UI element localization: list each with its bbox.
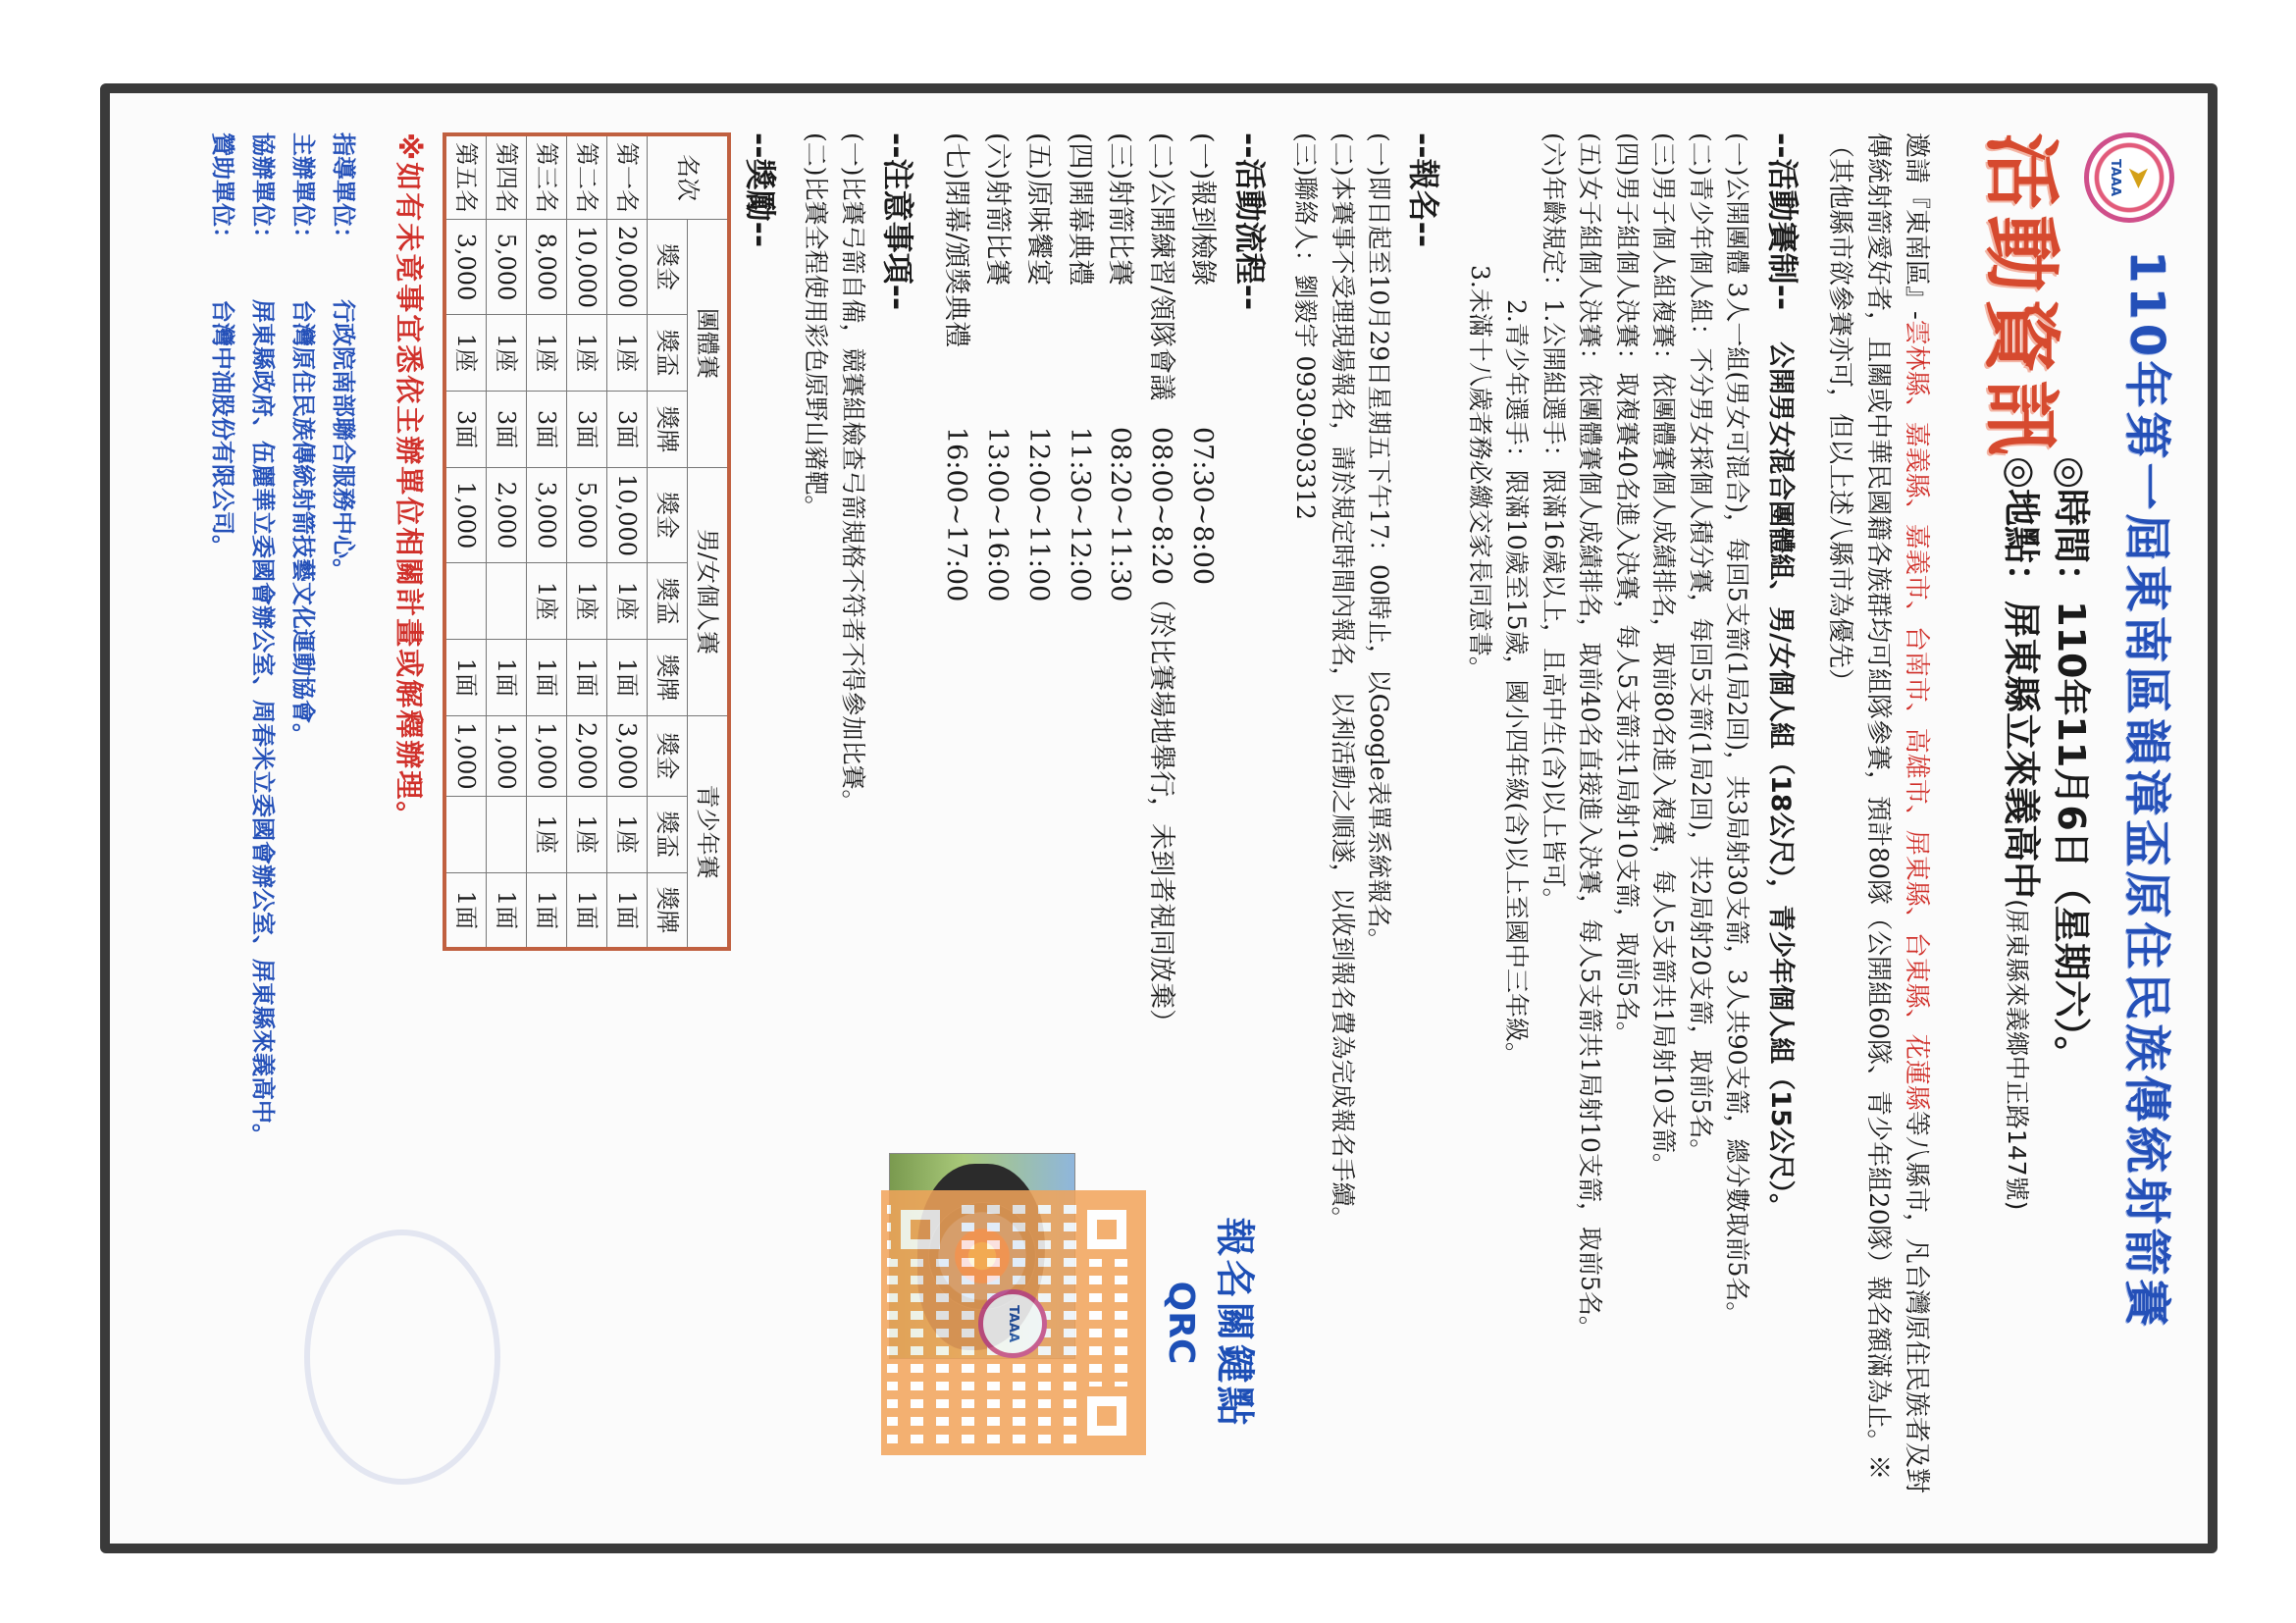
table-cell	[444, 562, 487, 639]
flow-time: 13:00~16:00	[981, 427, 1013, 602]
table-cell: 8,000	[526, 220, 566, 315]
table-group-header: 男/女個人賽	[688, 467, 730, 715]
table-cell: 3面	[607, 391, 648, 467]
table-header: 名次	[648, 134, 730, 220]
table-cell: 1面	[526, 639, 566, 715]
signup-item: (二)本賽事不受理現場報名，請於規定時間內報名，以利活動之順遂，以收到報名費為完成報名手續。	[1328, 132, 1357, 1231]
table-cell: 3,000	[444, 220, 487, 315]
notice: ※如有未竟事宜悉依主辦單位相關計畫或解釋辦理。	[391, 132, 426, 832]
table-cell	[486, 796, 526, 872]
qr-logo: TAAA	[978, 1289, 1047, 1358]
signup-contact: (三)聯絡人：劉毅宇 0930-903312	[1291, 132, 1321, 520]
invite-counties: 雲林縣、嘉義縣、嘉義市、台南市、高雄市、屏東縣、台東縣、花蓮縣	[1902, 319, 1931, 1111]
rules-heading	[1760, 132, 1805, 1504]
table-cell: 1面	[607, 639, 648, 715]
flow-label: (六)射箭比賽	[981, 132, 1013, 287]
flyer-page	[110, 93, 2208, 1544]
awards-table	[443, 132, 732, 951]
table-cell: 1,000	[526, 715, 566, 796]
table-header: 獎盃	[648, 796, 688, 872]
table-cell: 3面	[526, 391, 566, 467]
table-cell: 1面	[486, 872, 526, 949]
flow-time: 08:00~8:20（於比賽場地舉行，未到者視同放棄）	[1146, 427, 1177, 1036]
flow-list	[935, 132, 1223, 1114]
table-cell: 1座	[607, 796, 648, 872]
note-item: (二)比賽全程使用彩色原野山豬靶。	[802, 132, 831, 520]
table-header: 獎牌	[648, 391, 688, 467]
qr-code[interactable]	[881, 1190, 1146, 1455]
table-cell: 1,000	[486, 715, 526, 796]
flow-time: 07:30~8:00	[1187, 427, 1219, 586]
table-cell: 1面	[526, 872, 566, 949]
table-header: 獎金	[648, 220, 688, 315]
watermark-stamp	[304, 1230, 500, 1485]
flow-row	[1140, 132, 1181, 1114]
table-header: 獎金	[648, 467, 688, 562]
sponsor-value: 屏東縣政府、伍麗華立委國會辦公室、周春米立委國會辦公室、屏東縣來義高中。	[249, 299, 278, 1147]
note-item: (一)比賽弓箭自備，競賽組檢查弓箭規格不符者不得參加比賽。	[838, 132, 867, 814]
table-cell: 1座	[526, 314, 566, 391]
rule-item-age-2: 2.青少年選手：限滿10歲至15歲，國小四年級(含)以上至國中三年級。	[1502, 299, 1532, 1067]
table-cell: 3,000	[526, 467, 566, 562]
table-cell: 3面	[486, 391, 526, 467]
table-group-header-row	[688, 134, 730, 949]
table-cell	[486, 562, 526, 639]
sponsor-row	[242, 132, 283, 1504]
qr-finder-icon	[1077, 1200, 1136, 1259]
rule-item: (五)女子組個人決賽：依團體賽個人成績排名，取前40名直接進入決賽，每人5支箭共1局射10支箭，取前5名。	[1576, 132, 1605, 1340]
table-header: 獎金	[648, 715, 688, 796]
invite-prefix: 邀請『東南區』-	[1902, 132, 1931, 320]
flow-heading: --活動流程--	[1230, 132, 1269, 311]
table-header: 獎盃	[648, 314, 688, 391]
qr-signup	[881, 1161, 1262, 1485]
table-cell: 1座	[486, 314, 526, 391]
sponsor-value: 台灣原住民族傳統射箭技藝文化運動協會。	[288, 299, 317, 747]
header	[1935, 132, 2180, 1504]
flow-label: (七)閉幕/頒獎典禮	[941, 132, 972, 348]
sponsor-value: 台灣中油股份有限公司。	[209, 299, 237, 558]
notes-list	[798, 132, 871, 1504]
rank-cell: 第四名	[486, 134, 526, 220]
table-cell: 5,000	[486, 220, 526, 315]
event-time: ◎時間：110年11月6日（星期六）。	[2050, 456, 2093, 1073]
awards-heading: --獎勵--	[741, 132, 779, 248]
rules-list	[1462, 132, 1756, 1504]
table-cell: 1座	[444, 314, 487, 391]
event-place	[1995, 456, 2045, 1210]
sponsor-key: 協辦單位：	[249, 132, 278, 250]
qr-subtitle: QRC	[1161, 1281, 1202, 1365]
flow-row	[1100, 132, 1141, 1114]
table-row	[486, 134, 526, 949]
logo-text: TAAA	[2108, 158, 2123, 197]
qr-title: 報名關鍵點	[1212, 1217, 1258, 1429]
table-row	[526, 134, 566, 949]
rank-cell: 第五名	[444, 134, 487, 220]
table-cell: 1面	[567, 872, 607, 949]
main-title: 110年第一屆東南區韻漳盃原住民族傳統射箭賽	[2119, 250, 2174, 1331]
table-header: 獎牌	[648, 872, 688, 949]
event-place-address: (屏東縣來義鄉中正路147號)	[2002, 899, 2031, 1211]
table-cell: 10,000	[567, 220, 607, 315]
table-header: 獎盃	[648, 562, 688, 639]
arrow-icon: ➤	[2121, 165, 2157, 190]
table-cell: 1座	[567, 796, 607, 872]
table-cell: 3面	[444, 391, 487, 467]
event-place-name: ◎地點：屏東縣立來義高中	[1999, 456, 2043, 900]
notes-heading: --注意事項--	[879, 132, 917, 311]
rank-cell: 第二名	[567, 134, 607, 220]
table-cell: 1座	[607, 562, 648, 639]
table-cell: 2,000	[486, 467, 526, 562]
table-cell: 1面	[444, 639, 487, 715]
table-cell: 1座	[607, 314, 648, 391]
table-cell: 3面	[567, 391, 607, 467]
flow-row	[976, 132, 1018, 1114]
flow-row	[1059, 132, 1100, 1114]
qr-finder-icon	[891, 1200, 950, 1259]
rule-item: (二)青少年個人組：不分男女採個人積分賽，每回5支箭(1局2回)，共2局射20支箭，取前5名。	[1687, 132, 1715, 1164]
table-cell: 1面	[607, 872, 648, 949]
flow-label: (三)射箭比賽	[1105, 132, 1136, 287]
table-cell	[444, 796, 487, 872]
table-cell: 1座	[526, 796, 566, 872]
signup-item: (一)即日起至10月29日星期五下午17：00時止，以Google表單系統報名。	[1365, 132, 1394, 953]
flow-time: 12:00~11:00	[1022, 427, 1054, 602]
table-cell: 1座	[526, 562, 566, 639]
rules-title: --活動賽制--	[1764, 132, 1801, 311]
sponsor-key: 贊助單位：	[209, 132, 237, 250]
flow-time: 11:30~12:00	[1064, 427, 1095, 602]
sponsor-row	[202, 132, 242, 1504]
table-group-header: 團體賽	[688, 220, 730, 468]
sponsor-value: 行政院南部聯合服務中心。	[329, 299, 357, 582]
flow-row	[1018, 132, 1059, 1114]
signup-list	[1287, 132, 1398, 1504]
taaa-logo	[2084, 132, 2174, 223]
flow-row	[1181, 132, 1223, 1114]
table-header-row	[648, 134, 688, 949]
rule-item: (三)男子個人組複賽：依團體賽個人成績排名，取前80名進入複賽，每人5支箭共1局射10支箭。	[1649, 132, 1679, 1178]
rule-item-age-3: 3.未滿十八歲者務必繳交家長同意書。	[1466, 265, 1494, 681]
flow-label: (二)公開練習/領隊會議	[1146, 132, 1177, 401]
signup-heading: --報名--	[1405, 132, 1443, 248]
flow-label: (五)原味饗宴	[1022, 132, 1054, 287]
table-row	[444, 134, 487, 949]
awards-body	[444, 134, 648, 949]
table-cell: 1面	[444, 872, 487, 949]
table-cell: 1座	[567, 562, 607, 639]
flow-time: 08:20~11:30	[1105, 427, 1136, 602]
qr-finder-icon	[1077, 1387, 1136, 1445]
rank-cell: 第三名	[526, 134, 566, 220]
table-cell: 20,000	[607, 220, 648, 315]
table-cell: 1,000	[444, 467, 487, 562]
table-group-header: 青少年賽	[688, 715, 730, 949]
table-cell: 1面	[486, 639, 526, 715]
scanned-sheet	[100, 83, 2218, 1553]
table-cell: 3,000	[607, 715, 648, 796]
table-cell: 5,000	[567, 467, 607, 562]
invite-text: 等八縣市，凡台灣原住民族者及對傳統射箭愛好者，且關或中華民國籍各族群均可組隊參賽，預計80隊（公開組60隊、青少年組20隊）報名額滿為止。※（其他縣市欲參賽亦可，但以上述八縣市為優先）	[1825, 132, 1931, 1493]
sponsor-key: 主辦單位：	[288, 132, 317, 250]
table-cell: 1座	[567, 314, 607, 391]
rules-headline: 公開男女混合團體組、男/女個人組（18公尺），青少年個人組（15公尺）。	[1765, 341, 1796, 1221]
section-title: 活動資訊	[1976, 132, 2064, 463]
rank-cell: 第一名	[607, 134, 648, 220]
invitation	[1820, 132, 1935, 1504]
sponsor-key: 指導單位：	[329, 132, 357, 250]
table-cell: 1,000	[444, 715, 487, 796]
table-cell: 10,000	[607, 467, 648, 562]
rule-item: (一)公開團體 3人一組(男女可混合)，每回5支箭(1局2回)，共3局射30支箭，3人共90支箭，總分數取前5名。	[1723, 132, 1752, 1327]
rule-item: (四)男子組個人決賽：取複賽40名進入決賽，每人5支箭共1局射10支箭，取前5名。	[1613, 132, 1642, 1046]
table-header: 獎牌	[648, 639, 688, 715]
rule-item: (六)年齡規定：1.公開組選手：限滿16歲以上，且高中生(含)以上皆可。	[1539, 132, 1568, 913]
table-cell: 1面	[567, 639, 607, 715]
flow-label: (一)報到檢錄	[1187, 132, 1219, 287]
flow-row	[935, 132, 976, 1114]
table-row	[607, 134, 648, 949]
flow-label: (四)開幕典禮	[1064, 132, 1095, 287]
table-row	[567, 134, 607, 949]
event-info	[1995, 456, 2096, 1210]
table-cell: 2,000	[567, 715, 607, 796]
flow-time: 16:00~17:00	[941, 427, 972, 602]
